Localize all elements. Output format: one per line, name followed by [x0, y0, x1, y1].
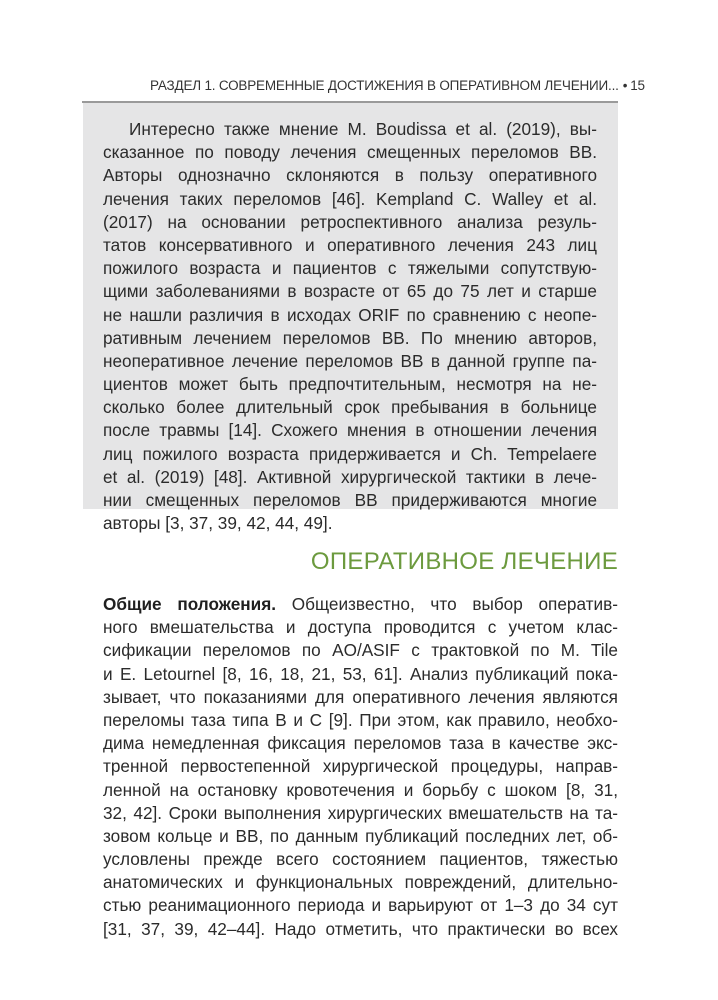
body-line: тренной первостепенной хирургической процедуры, направ-: [103, 756, 618, 777]
box-line: лиц пожилого возраста придерживается и Ch. Tempelaere: [103, 443, 597, 464]
body-line: стью реанимационного периода и варьируют от 1–3 до 34 сут: [103, 895, 618, 916]
body-line: [31, 37, 39, 42–44]. Надо отметить, что практически во всех: [103, 918, 618, 939]
box-line: не нашли различия в исходах ORIF по сравнению с неопе-: [103, 304, 597, 325]
body-line: переломы таза типа В и С [9]. При этом, как правило, необхо-: [103, 709, 618, 730]
box-line: пожилого возраста и пациентов с тяжелыми сопутствую-: [103, 258, 597, 279]
box-line: Интересно также мнение M. Boudissa et al. (2019), вы-: [129, 119, 597, 139]
lead-rest: Общеизвестно, что выбор оператив-: [276, 594, 618, 614]
running-head: [150, 78, 645, 93]
box-line: авторы [3, 37, 39, 42, 44, 49].: [103, 513, 333, 534]
box-line: неоперативное лечение переломов ВВ в данной группе па-: [103, 350, 597, 371]
box-line: нии смещенных переломов ВВ придерживаются многие: [103, 490, 597, 510]
page-number: 15: [630, 78, 645, 93]
body-line: сификации переломов по AO/ASIF с трактовкой по M. Tile: [103, 640, 618, 661]
box-line: сколько более длительный срок пребывания в больнице: [103, 397, 597, 418]
running-head-section: РАЗДЕЛ 1. СОВРЕМЕННЫЕ ДОСТИЖЕНИЯ В ОПЕРАТИВНОМ ЛЕЧЕНИИ...: [150, 78, 619, 93]
body-line: ленной на остановку кровотечения и борьбу с шоком [8, 31,: [103, 779, 618, 800]
box-line: лечения таких переломов [46]. Kempland C. Walley et al.: [103, 188, 597, 209]
body-line: анатомических и функциональных повреждений, длительно-: [103, 872, 618, 893]
box-line: после травмы [14]. Схожего мнения в отношении лечения: [103, 420, 597, 441]
box-line: сказанное по поводу лечения смещенных переломов ВВ.: [103, 142, 597, 163]
body-line: ного вмешательства и доступа проводится с учетом клас-: [103, 617, 618, 638]
box-line: Авторы однозначно склоняются в пользу оперативного: [103, 165, 597, 186]
section-first-line: [103, 593, 618, 616]
running-head-bullet: •: [622, 78, 628, 93]
body-line: условлены прежде всего состоянием пациентов, тяжестью: [103, 849, 618, 870]
box-line: (2017) на основании ретроспективного анализа резуль-: [103, 211, 597, 232]
body-line: 32, 42]. Сроки выполнения хирургических вмешательств на та-: [103, 802, 618, 823]
body-line: зовом кольце и ВВ, по данным публикаций последних лет, об-: [103, 825, 618, 846]
lead-bold: Общие положения.: [103, 594, 277, 614]
box-line: татов консервативного и оперативного лечения 243 лиц: [103, 234, 597, 255]
body-line: и E. Letournel [8, 16, 18, 21, 53, 61]. Анализ публикаций пока-: [103, 663, 618, 684]
box-line: et al. (2019) [48]. Активной хирургической тактики в лече-: [103, 466, 597, 487]
body-line: дима немедленная фиксация переломов таза в качестве экс-: [103, 733, 618, 754]
box-line: щими заболеваниями в возрасте от 65 до 75 лет и старше: [103, 281, 597, 302]
body-line: зывает, что показаниями для оперативного лечения являются: [103, 686, 618, 707]
box-line: циентов может быть предпочтительным, несмотря на не-: [103, 374, 597, 395]
section-body: [103, 593, 618, 941]
box-line: ративным лечением переломов ВВ. По мнению авторов,: [103, 327, 597, 348]
quote-box-text: [103, 118, 597, 535]
section-heading: ОПЕРАТИВНОЕ ЛЕЧЕНИЕ: [310, 548, 618, 575]
